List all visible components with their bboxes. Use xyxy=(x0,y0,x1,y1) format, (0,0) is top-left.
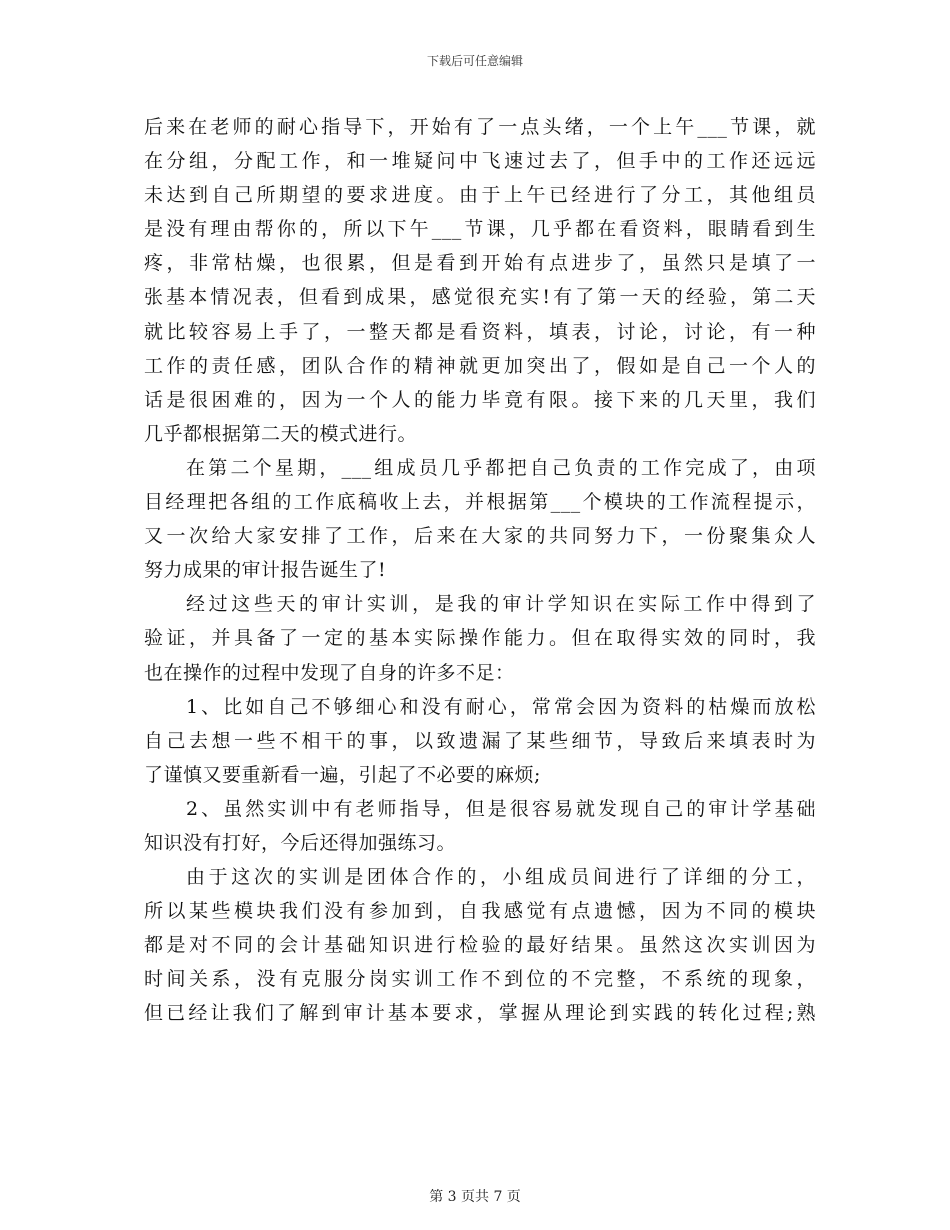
paragraph xyxy=(144,860,816,1030)
text-line: 未达到自己所期望的要求进度。由于上午已经进行了分工，其他组员 xyxy=(144,184,816,207)
text-line: 是没有理由帮你的，所以下午___节课，几乎都在看资料，眼睛看到生 xyxy=(144,218,816,241)
paragraph xyxy=(144,587,816,689)
page-header: 下载后可任意编辑 xyxy=(426,54,523,68)
text-line: 又一次给大家安排了工作，后来在大家的共同努力下，一份聚集众人 xyxy=(144,525,816,548)
paragraph xyxy=(144,451,816,587)
text-line: 1、比如自己不够细心和没有耐心，常常会因为资料的枯燥而放松 xyxy=(186,695,816,718)
text-line: 在第二个星期，___组成员几乎都把自己负责的工作完成了，由项 xyxy=(186,456,816,479)
text-line: 验证，并具备了一定的基本实际操作能力。但在取得实效的同时，我 xyxy=(144,627,816,650)
text-line: 自己去想一些不相干的事，以致遗漏了某些细节，导致后来填表时为 xyxy=(144,729,816,752)
text-line: 就比较容易上手了，一整天都是看资料，填表，讨论，讨论，有一种 xyxy=(144,320,816,343)
paragraph xyxy=(144,792,816,860)
text-line: 都是对不同的会计基础知识进行检验的最好结果。虽然这次实训因为 xyxy=(144,934,816,957)
paragraph xyxy=(144,690,816,792)
text-line: 张基本情况表，但看到成果，感觉很充实!有了第一天的经验，第二天 xyxy=(144,286,816,309)
text-line: 经过这些天的审计实训，是我的审计学知识在实际工作中得到了 xyxy=(186,593,816,616)
text-line: 疼，非常枯燥，也很累，但是看到开始有点进步了，虽然只是填了一 xyxy=(144,252,816,275)
text-line: 几乎都根据第二天的模式进行。 xyxy=(144,422,418,445)
text-line: 话是很困难的，因为一个人的能力毕竟有限。接下来的几天里，我们 xyxy=(144,388,816,411)
paragraph xyxy=(144,110,816,451)
text-line: 也在操作的过程中发现了自身的许多不足： xyxy=(144,661,515,684)
text-line: 后来在老师的耐心指导下，开始有了一点头绪，一个上午___节课，就 xyxy=(144,116,816,138)
text-line: 所以某些模块我们没有参加到，自我感觉有点遗憾，因为不同的模块 xyxy=(144,900,816,923)
text-line: 努力成果的审计报告诞生了! xyxy=(144,559,387,582)
page-number: 第 3 页共 7 页 xyxy=(429,1189,521,1205)
text-line: 但已经让我们了解到审计基本要求，掌握从理论到实践的转化过程;熟 xyxy=(144,1002,816,1025)
text-line: 目经理把各组的工作底稿收上去，并根据第___个模块的工作流程提示， xyxy=(144,491,816,514)
text-line: 工作的责任感，团队合作的精神就更加突出了，假如是自己一个人的 xyxy=(144,354,816,377)
text-line: 2、虽然实训中有老师指导，但是很容易就发现自己的审计学基础 xyxy=(186,797,816,820)
text-line: 了谨慎又要重新看一遍，引起了不必要的麻烦; xyxy=(144,763,541,786)
text-line: 知识没有打好，今后还得加强练习。 xyxy=(144,831,457,854)
document-body xyxy=(144,110,816,1031)
text-line: 时间关系，没有克服分岗实训工作不到位的不完整，不系统的现象， xyxy=(144,968,816,991)
text-line: 在分组，分配工作，和一堆疑问中飞速过去了，但手中的工作还远远 xyxy=(144,150,816,173)
text-line: 由于这次的实训是团体合作的，小组成员间进行了详细的分工， xyxy=(186,866,816,889)
